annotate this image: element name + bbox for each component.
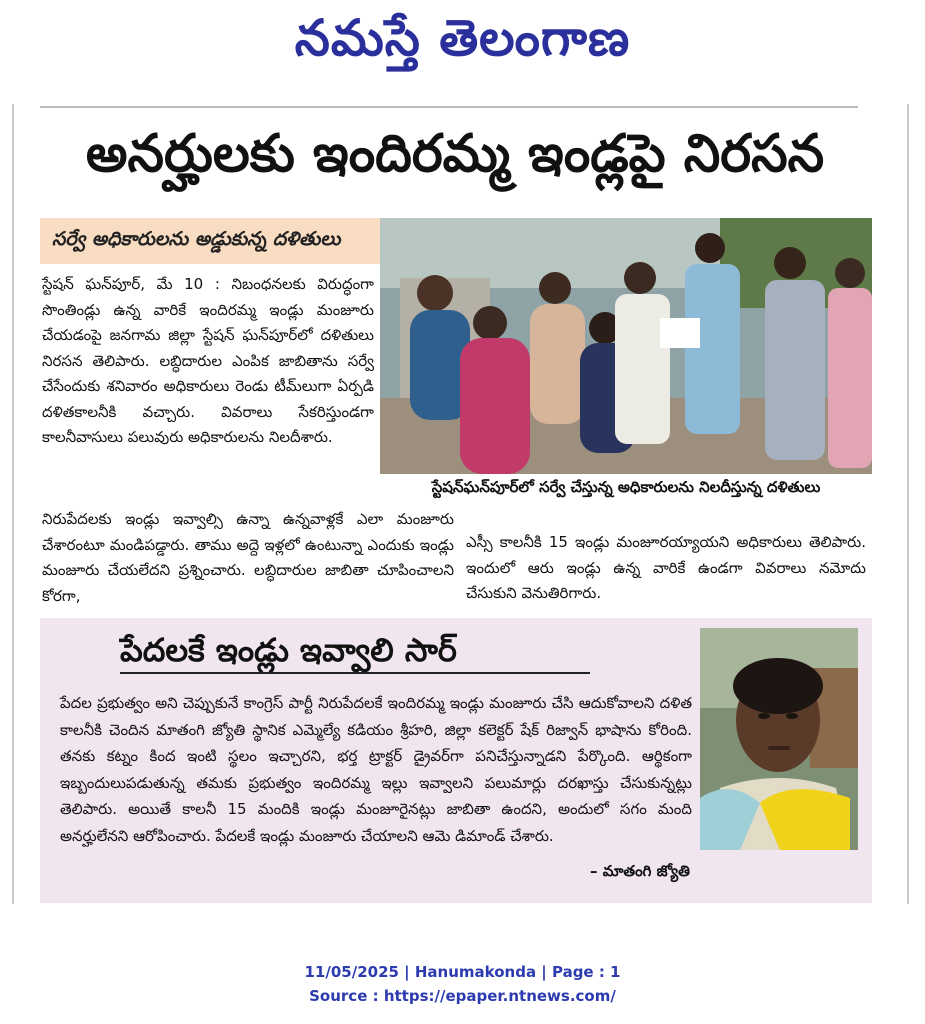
footer-edition-line: 11/05/2025 | Hanumakonda | Page : 1 [304,963,621,981]
photo-caption: స్టేషన్‌ఘన్‌పూర్‌లో సర్వే చేస్తున్న అధికారులను నిలదీస్తున్న దళితులు [431,478,821,496]
article-headline: అనర్హులకు ఇందిరమ్మ ఇండ్లపై నిరసన [85,124,825,184]
portrait-photo [700,628,858,850]
right-column-rule [907,104,909,904]
article-body-paragraph: స్టేషన్ ఘన్‌పూర్, మే 10 : నిబంధనలకు విరుద్ధంగా సొంతిండ్లు ఉన్న వారికే ఇందిరమ్మ ఇండ్లు మంజూరు చేయడంపై జనగామ జిల్లా స్టేషన్ ఘన్‌పూర్‌లో దళితులు నిరసన తెలిపారు. లబ్ధిదారుల ఎంపిక జాబితాను సర్వే చేసేందుకు శనివారం అధికారులు రెండు టీమ్‌లుగా ఏర్పడి దళితకాలనీకి వచ్చారు. వివరాలు సేకరిస్తుండగా కాలనీవాసులు పలువురు అధికారులను నిలదీశారు. [42,275,374,446]
article-body-column-1 [42,272,374,451]
sidebar-body: పేదల ప్రభుత్వం అని చెప్పుకునే కాంగ్రెస్ పార్టీ నిరుపేదలకే ఇందిరమ్మ ఇండ్లు మంజూరు చేసి ఆదుకోవాలని దళిత కాలనీకి చెందిన మాతంగి జ్యోతి స్థానిక ఎమ్మెల్యే కడియం శ్రీహరి, జిల్లా కలెక్టర్ షేక్ రిజ్వాన్ భాషాను కోరింది. తనకు కట్నం కింద ఇంటి స్థలం ఇచ్చారని, భర్త ట్రాక్టర్ డ్రైవర్‌గా పనిచేస్తున్నాడని పేర్కొంది. ఆర్థికంగా ఇబ్బందులుపడుతున్న తమకు ప్రభుత్వం ఇందిరమ్మ ఇల్లు ఇవ్వాలని పలుమార్లు దరఖాస్తు చేసుకున్నట్లు తెలిపారు. అయితే కాలనీ 15 మందికి ఇండ్లు మంజూరైనట్లు జాబితా ఉందని, అందులో సగం మంది అనర్హులేనని ఆరోపించారు. పేదలకే ఇండ్లు మంజూరు చేయాలని ఆమె డిమాండ్ చేశారు. [60,694,692,845]
article-subhead: సర్వే అధికారులను అడ్డుకున్న దళితులు [52,228,341,250]
article-body-column-2: ఎస్సీ కాలనీకి 15 ఇండ్లు మంజూరయ్యాయని అధికారులు తెలిపారు. ఇందులో ఆరు ఇండ్లు ఉన్న వారికే ఉండగా వివరాలు నమోదు చేసుకుని వెనుతిరిగారు. [466,533,866,602]
sidebar-byline: – మాతంగి జ్యోతి [590,862,690,880]
article-body-continued: నిరుపేదలకు ఇండ్లు ఇవ్వాల్సి ఉన్నా ఉన్నవాళ్లకే ఎలా మంజూరు చేశారంటూ మండిపడ్డారు. తాము అద్దె ఇళ్లలో ఉంటున్నా ఎందుకు ఇండ్లు మంజూరు చేయలేదని ప్రశ్నించారు. లబ్ధిదారుల జాబితా చూపించాలని కోరగా, [42,510,454,605]
headline-top-rule [40,106,858,108]
left-column-rule [12,104,14,904]
sidebar-title: పేదలకే ఇండ్లు ఇవ్వాలి సార్ [120,631,457,669]
article-subhead-box [40,218,380,264]
sidebar-title-block [120,628,580,672]
sidebar-title-underline [120,672,590,674]
footer-source-line: Source : https://epaper.ntnews.com/ [309,987,616,1005]
masthead-title: నమస్తే తెలంగాణ [294,8,631,67]
protest-photo [380,218,872,474]
newspaper-masthead [0,0,925,82]
page-footer [0,960,925,1008]
